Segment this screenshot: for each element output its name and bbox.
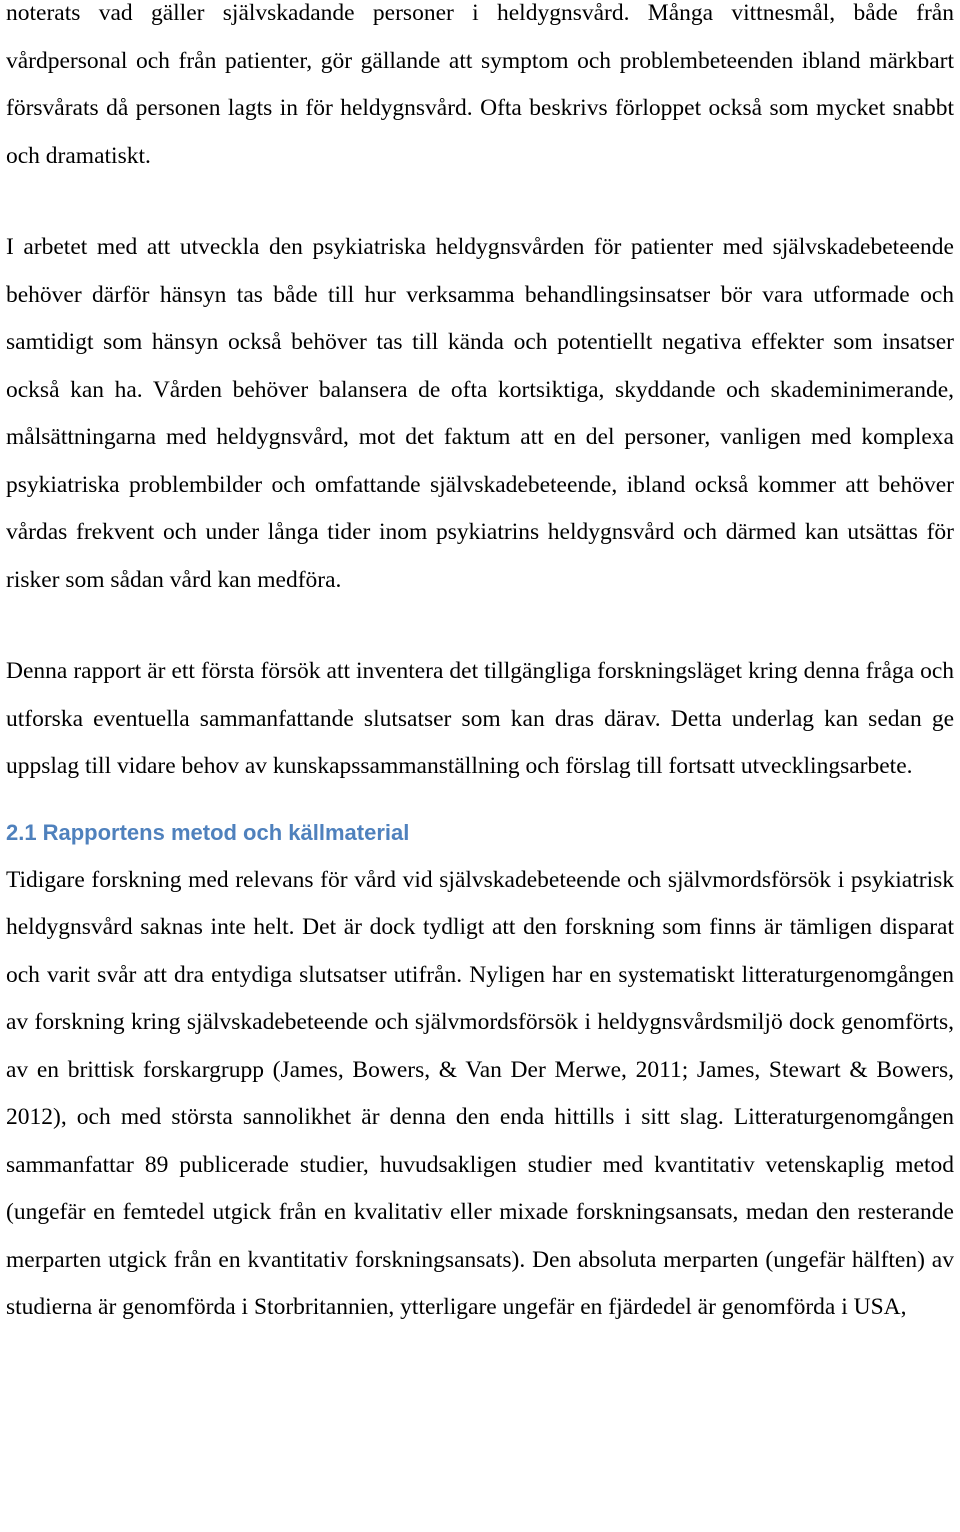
paragraph-care-development: I arbetet med att utveckla den psykiatriska heldygnsvården för patienter med självskadebeteende behöver därför hänsyn tas både till hur verksamma behandlingsinsatser bör vara utformade och samtidigt som hänsyn också behöver tas till kända och potentiellt negativa effekter som insatser också kan ha. Vården behöver balansera de ofta kortsiktiga, skyddande och skademinimerande, målsättningarna med heldygnsvård, mot det faktum att en del personer, vanligen med komplexa psykiatriska problembilder och omfattande självskadebeteende, ibland också kommer att behöver vårdas frekvent och under långa tider inom psykiatrins heldygnsvård och därmed kan utsättas för risker som sådan vård kan medföra. bbox=[6, 234, 954, 593]
section-heading bbox=[6, 813, 954, 853]
document-page bbox=[6, 0, 954, 1332]
section-number: 2.1 bbox=[6, 819, 37, 845]
paragraph-method-sources: Tidigare forskning med relevans för vård vid självskadebeteende och självmordsförsök i psykiatrisk heldygnsvård saknas inte helt. Det är dock tydligt att den forskning som finns är tämligen disparat och varit svår att dra entydiga slutsatser utifrån. Nyligen har en systematiskt litteraturgenomgången av forskning kring självskadebeteende och självmordsförsök i heldygnsvårdsmiljö dock genomförts, av en brittisk forskargrupp (James, Bowers, & Van Der Merwe, 2011; James, Stewart & Bowers, 2012), och med största sannolikhet är denna den enda hittills i sitt slag. Litteraturgenomgången sammanfattar 89 publicerade studier, huvudsakligen studier med kvantitativ vetenskaplig metod (ungefär en femtedel utgick från en kvalitativ eller mixade forskningsansats, medan den resterande merparten utgick från en kvantitativ forskningsansats). Den absoluta merparten (ungefär hälften) av studierna är genomförda i Storbritannien, ytterligare ungefär en fjärdedel är genomförda i USA, bbox=[6, 866, 954, 1320]
paragraph-report-purpose: Denna rapport är ett första försök att inventera det tillgängliga forskningsläget kring denna fråga och utforska eventuella sammanfattande slutsatser som kan dras därav. Detta underlag kan sedan ge uppslag till vidare behov av kunskapssammanställning och förslag till fortsatt utvecklingsarbete. bbox=[6, 658, 954, 779]
section-title: Rapportens metod och källmaterial bbox=[42, 819, 410, 845]
paragraph-intro-continuation: noterats vad gäller självskadande personer i heldygnsvård. Många vittnesmål, både från vårdpersonal och från patienter, gör gällande att symptom och problembeteenden ibland märkbart försvårats då personen lagts in för heldygnsvård. Ofta beskrivs förloppet också som mycket snabbt och dramatiskt. bbox=[6, 0, 954, 169]
